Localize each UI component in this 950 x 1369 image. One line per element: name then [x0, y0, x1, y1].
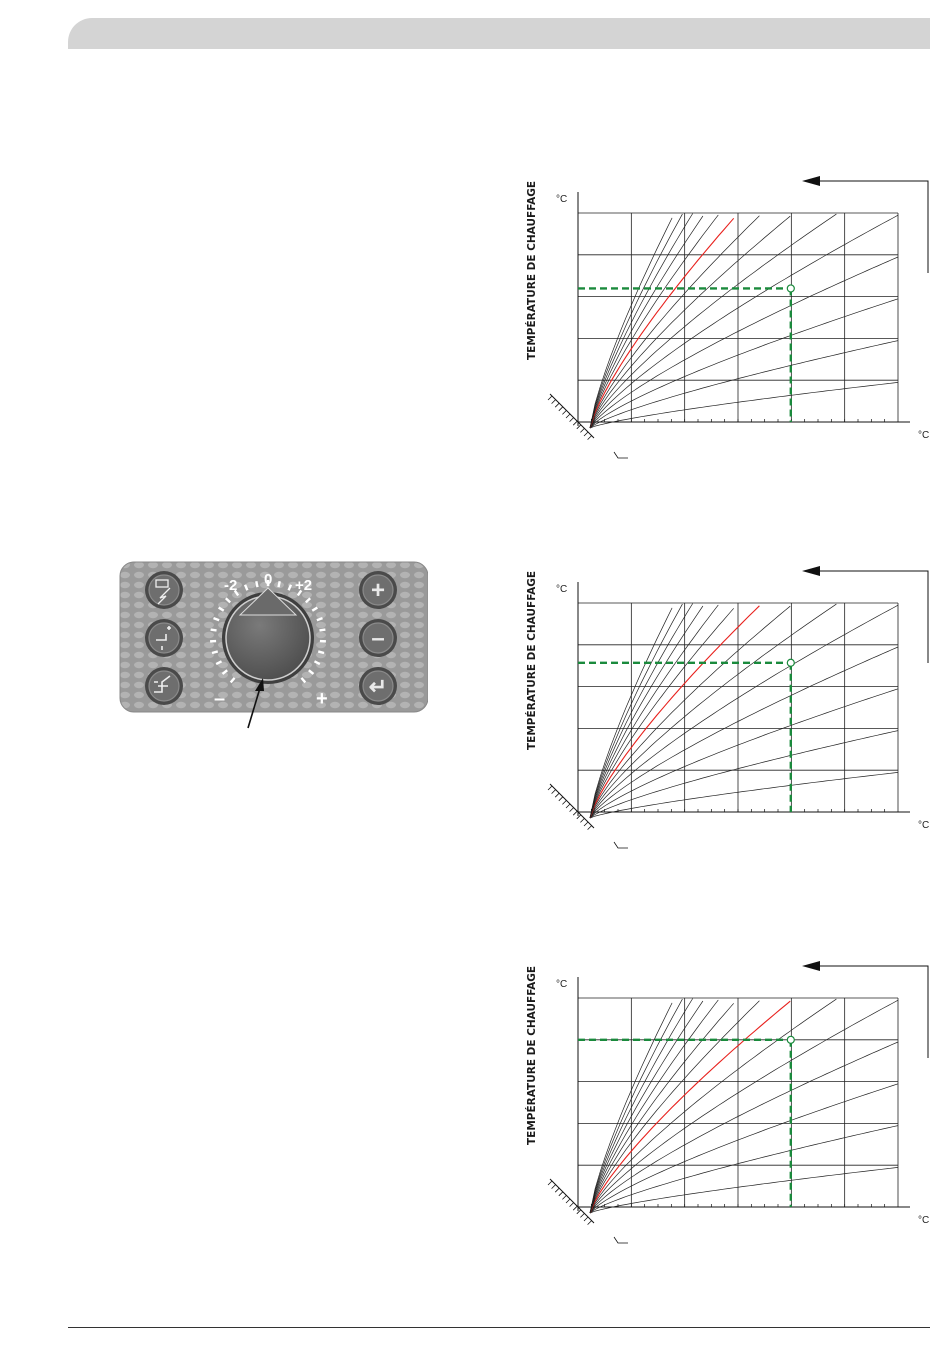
dial-label-plus-two: +2 [295, 577, 313, 594]
heating-curve [590, 1003, 734, 1213]
room-temp-bracket [614, 1237, 628, 1243]
heating-curve [590, 1042, 898, 1213]
dial-label-plus: + [316, 688, 328, 710]
room-temp-axis [550, 1179, 594, 1223]
indicator-line [818, 571, 928, 663]
enter-button[interactable] [359, 667, 397, 705]
heating-curve [590, 605, 718, 818]
room-temp-tick [577, 425, 581, 429]
indicator-arrow-icon [802, 176, 820, 186]
heating-curve [590, 341, 898, 428]
heating-curve [590, 604, 682, 818]
heating-curve [590, 215, 718, 428]
room-temp-tick [580, 1213, 584, 1217]
room-temp-tick [559, 407, 563, 411]
footer-rule [68, 1327, 930, 1328]
heating-curve [590, 604, 836, 818]
minus-icon: – [371, 625, 385, 652]
room-temp-tick [548, 1181, 552, 1185]
room-temp-axis [550, 394, 594, 438]
y-axis-label: TEMPÉRATURE DE CHAUFFAGE [526, 965, 538, 1145]
room-temp-bracket [614, 452, 628, 458]
heating-curve [590, 215, 898, 428]
heating-curve [590, 214, 836, 428]
radiator-lightning-button[interactable] [145, 571, 183, 609]
room-temp-tick [584, 432, 588, 436]
room-temp-tick [580, 428, 584, 432]
room-temp-tick [552, 790, 556, 794]
room-temp-tick [588, 1221, 592, 1225]
room-temp-tick [566, 414, 570, 418]
heating-curve [590, 1084, 898, 1213]
heating-curve [590, 606, 703, 818]
reading-point [787, 1036, 794, 1043]
room-temp-tick [573, 811, 577, 815]
heating-curve [590, 214, 682, 428]
x-axis-unit: °C [918, 430, 930, 441]
room-temp-tick [573, 421, 577, 425]
header-bar [68, 18, 930, 49]
room-temp-tick [566, 1199, 570, 1203]
room-temp-tick [584, 1217, 588, 1221]
y-axis-label: TEMPÉRATURE DE CHAUFFAGE [526, 570, 538, 750]
room-temp-tick [548, 786, 552, 790]
y-axis-label: TEMPÉRATURE DE CHAUFFAGE [526, 180, 538, 360]
room-temp-tick [548, 396, 552, 400]
heating-curve [590, 689, 898, 818]
room-temp-tick [580, 818, 584, 822]
heating-curve [590, 1000, 718, 1213]
heating-curve-selected [590, 218, 734, 428]
dial-label-zero: 0 [264, 571, 273, 588]
indicator-line [818, 181, 928, 273]
heating-curve [590, 257, 898, 428]
dial-tick [319, 630, 325, 631]
heating-curve-chart-2 [518, 558, 938, 858]
enter-icon: ↵ [368, 674, 388, 699]
dial-tick [211, 630, 217, 631]
dial-tick [318, 651, 324, 653]
dial-label-minus: – [214, 688, 226, 710]
dial-label-minus-two: -2 [224, 577, 238, 594]
room-temp-tick [577, 1210, 581, 1214]
room-temp-tick [588, 436, 592, 440]
heating-curve [590, 731, 898, 818]
room-temp-tick [559, 797, 563, 801]
heating-circuit-button[interactable] [145, 667, 183, 705]
room-temp-tick [562, 410, 566, 414]
indicator-line [818, 966, 928, 1058]
room-temp-tick [552, 400, 556, 404]
indicator-arrow-icon [802, 566, 820, 576]
room-temp-tick [552, 1185, 556, 1189]
heating-curve-chart-1 [518, 168, 938, 468]
room-temp-bracket [614, 842, 628, 848]
room-temp-tick [573, 1206, 577, 1210]
heating-curve [590, 605, 898, 818]
room-temp-tick [584, 822, 588, 826]
room-temp-tick [588, 826, 592, 830]
room-temp-tick [555, 403, 559, 407]
reading-point [787, 659, 794, 666]
heating-curve [590, 647, 898, 818]
dial-tick [212, 651, 218, 653]
room-temp-tick [570, 808, 574, 812]
room-temp-tick [559, 1192, 563, 1196]
heating-curve [590, 999, 682, 1213]
room-temp-tick [555, 793, 559, 797]
room-temp-axis [550, 784, 594, 828]
heating-curve [590, 1001, 703, 1213]
dial-tick [256, 581, 257, 587]
room-temp-tick [577, 815, 581, 819]
room-temp-tick [566, 804, 570, 808]
room-temp-tick [562, 800, 566, 804]
minus-button[interactable] [359, 619, 397, 657]
x-axis-unit: °C [918, 1215, 930, 1226]
reading-point [787, 285, 794, 292]
heating-curve [590, 299, 898, 428]
plot-area [548, 961, 928, 1243]
plot-area [548, 566, 928, 848]
plus-icon: + [370, 577, 386, 604]
control-panel [118, 560, 428, 740]
heating-curve [590, 216, 703, 428]
room-temp-tick [562, 1195, 566, 1199]
heating-curve [590, 1126, 898, 1213]
hot-water-button[interactable] [145, 619, 183, 657]
heating-curve-chart-3 [518, 953, 938, 1253]
y-axis-unit: °C [556, 194, 568, 205]
y-axis-unit: °C [556, 584, 568, 595]
x-axis-unit: °C [918, 820, 930, 831]
room-temp-tick [555, 1188, 559, 1192]
room-temp-tick [570, 418, 574, 422]
plus-button[interactable] [359, 571, 397, 609]
y-axis-unit: °C [556, 979, 568, 990]
plot-area [548, 176, 928, 458]
heating-curve [590, 608, 734, 818]
dial-tick [279, 581, 280, 587]
indicator-arrow-icon [802, 961, 820, 971]
room-temp-tick [570, 1203, 574, 1207]
heating-curve [590, 999, 836, 1213]
heating-curve [590, 1000, 898, 1213]
